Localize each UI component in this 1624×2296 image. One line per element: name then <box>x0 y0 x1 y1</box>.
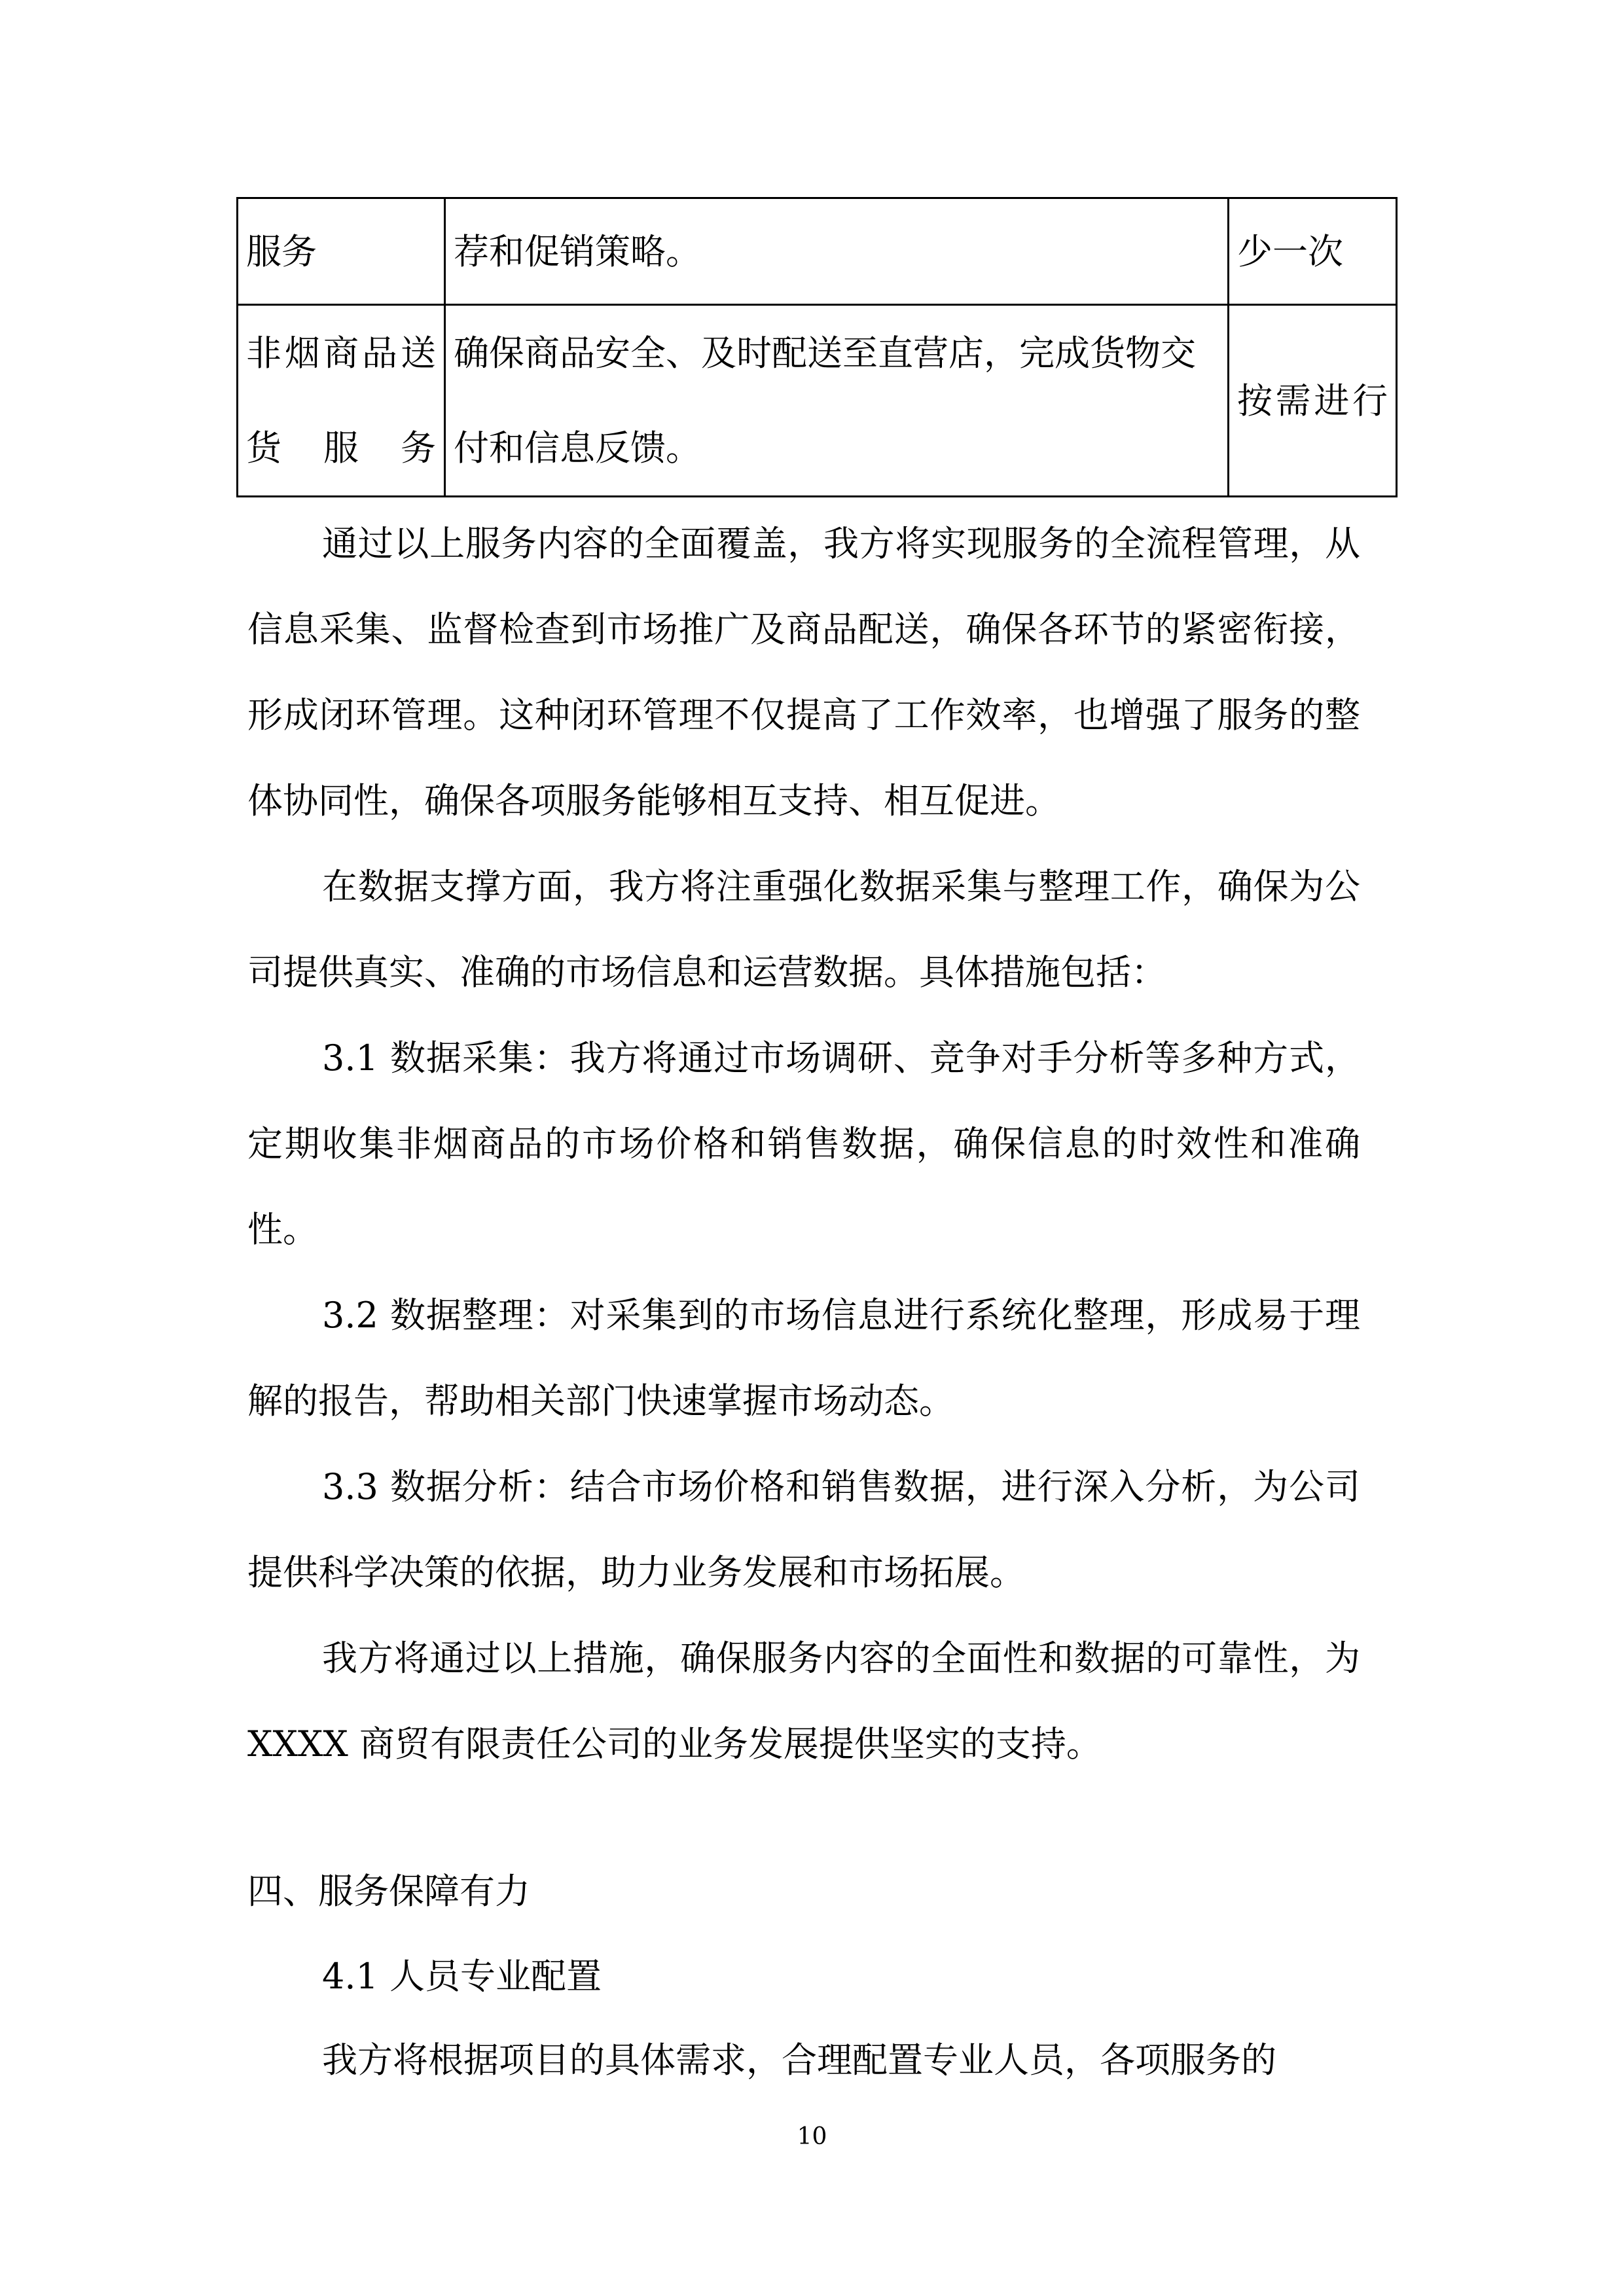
table-cell-service: 服务 <box>238 198 445 305</box>
paragraph-summary: 我方将通过以上措施，确保服务内容的全面性和数据的可靠性，为 XXXX 商贸有限责任公司的业务发展提供坚实的支持。 <box>247 1638 1360 1765</box>
section-heading: 四、服务保障有力 <box>247 1871 530 1912</box>
table-row <box>238 305 1397 497</box>
table-cell-content: 荐和促销策略。 <box>445 198 1229 305</box>
paragraph-staffing: 我方将根据项目的具体需求，合理配置专业人员，各项服务的 <box>322 2039 1276 2081</box>
paragraph-data-analysis: 3.3 数据分析：结合市场价格和销售数据，进行深入分析，为公司提供科学决策的依据，助力业务发展和市场拓展。 <box>247 1466 1360 1593</box>
table-cell-frequency: 按需进行 <box>1229 305 1397 497</box>
service-table <box>236 197 1398 497</box>
subsection-heading: 4.1 人员专业配置 <box>322 1956 602 1997</box>
paragraph-closed-loop: 通过以上服务内容的全面覆盖，我方将实现服务的全流程管理，从信息采集、监督检查到市场推广及商品配送，确保各环节的紧密衔接，形成闭环管理。这种闭环管理不仅提高了工作效率，也增强了服务的整体协同性，确保各项服务能够相互支持、相互促进。 <box>247 523 1360 821</box>
table-cell-frequency: 少一次 <box>1229 198 1397 305</box>
table-cell-content: 确保商品安全、及时配送至直营店，完成货物交付和信息反馈。 <box>445 305 1229 497</box>
page-number: 10 <box>797 2123 827 2150</box>
paragraph-data-support: 在数据支撑方面，我方将注重强化数据采集与整理工作，确保为公司提供真实、准确的市场信息和运营数据。具体措施包括： <box>247 866 1360 993</box>
paragraph-data-collection: 3.1 数据采集：我方将通过市场调研、竞争对手分析等多种方式，定期收集非烟商品的市场价格和销售数据，确保信息的时效性和准确性。 <box>247 1037 1360 1250</box>
table-cell-service: 非烟商品送货服务 <box>238 305 445 497</box>
table-row <box>238 198 1397 305</box>
paragraph-data-organization: 3.2 数据整理：对采集到的市场信息进行系统化整理，形成易于理解的报告，帮助相关部门快速掌握市场动态。 <box>247 1295 1360 1422</box>
